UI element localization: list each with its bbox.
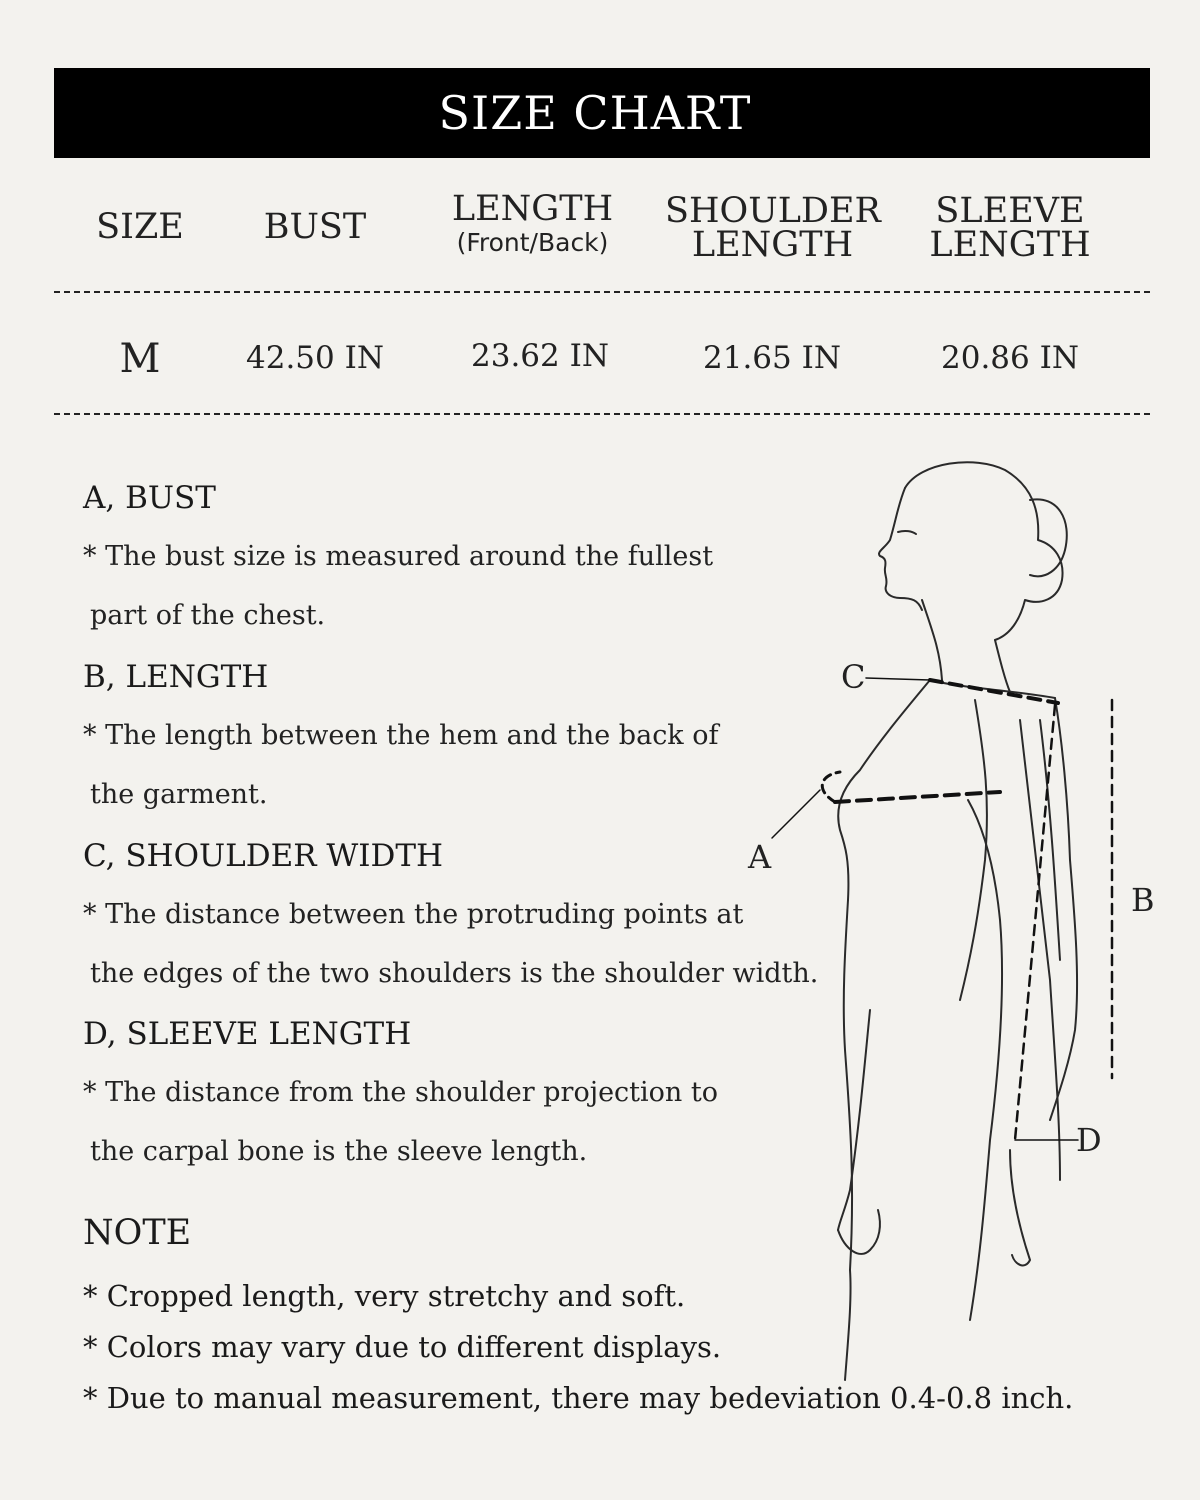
header-size-label: SIZE — [96, 207, 184, 247]
eye-line — [898, 531, 916, 534]
side-arm — [838, 1010, 870, 1230]
section-sleeve-line2: the carpal bone is the sleeve length. — [90, 1136, 588, 1167]
figure-label-a: A — [748, 838, 772, 876]
section-shoulder-line2: the edges of the two shoulders is the shoulder width. — [90, 958, 819, 989]
neck-back — [995, 640, 1010, 692]
label-c-leader — [866, 678, 930, 680]
dress-curve — [968, 800, 1002, 1320]
note-item: * Cropped length, very stretchy and soft. — [83, 1279, 686, 1313]
section-bust-title: A, BUST — [83, 480, 216, 516]
header-shoulder-line2: LENGTH — [691, 225, 854, 265]
bust-measure-line — [835, 792, 1000, 802]
waist-front — [844, 900, 852, 1270]
section-shoulder-title: C, SHOULDER WIDTH — [83, 838, 444, 874]
header-bust-label: BUST — [263, 207, 367, 247]
row-bust: 42.50 IN — [246, 340, 384, 376]
bust-measure-curve — [822, 772, 840, 802]
note-title: NOTE — [83, 1213, 192, 1253]
figure-label-b: B — [1131, 881, 1155, 919]
row-sleeve: 20.86 IN — [941, 340, 1079, 376]
face-profile — [879, 488, 922, 610]
hand-left — [838, 1210, 880, 1254]
note-item: * Due to manual measurement, there may bedeviation 0.4-0.8 inch. — [83, 1381, 1074, 1415]
head-outline — [905, 462, 1063, 640]
torso-seam — [960, 700, 987, 1000]
row-shoulder: 21.65 IN — [703, 340, 841, 376]
figure-label-c: C — [841, 658, 866, 696]
sleeve-measure-line — [1015, 705, 1055, 1140]
chest-outline — [838, 680, 930, 900]
section-bust-line1: * The bust size is measured around the fullest — [83, 541, 714, 572]
neck-front — [922, 600, 942, 680]
row-size: M — [119, 336, 161, 382]
shoulder-measure-line — [930, 680, 1058, 703]
section-sleeve-title: D, SLEEVE LENGTH — [83, 1016, 412, 1052]
header-length-label: LENGTH — [451, 189, 614, 229]
header-length-sub: (Front/Back) — [456, 228, 609, 257]
section-sleeve-line1: * The distance from the shoulder projection to — [83, 1077, 718, 1108]
label-a-leader — [772, 790, 820, 838]
section-length-line1: * The length between the hem and the back of — [83, 720, 719, 751]
section-length-title: B, LENGTH — [83, 659, 269, 695]
note-item: * Colors may vary due to different displays. — [83, 1330, 722, 1364]
page-title: SIZE CHART — [438, 86, 752, 140]
section-shoulder-line1: * The distance between the protruding points at — [83, 899, 744, 930]
section-length-line2: the garment. — [90, 779, 268, 810]
header-shoulder-line1: SHOULDER — [665, 191, 881, 231]
row-length: 23.62 IN — [471, 338, 609, 374]
header-sleeve-line2: LENGTH — [929, 225, 1091, 265]
section-bust-line2: part of the chest. — [90, 600, 326, 631]
figure-label-d: D — [1076, 1121, 1102, 1159]
header-sleeve-line1: SLEEVE — [935, 191, 1085, 231]
hip-front — [845, 1270, 851, 1380]
hand — [1010, 1150, 1030, 1265]
